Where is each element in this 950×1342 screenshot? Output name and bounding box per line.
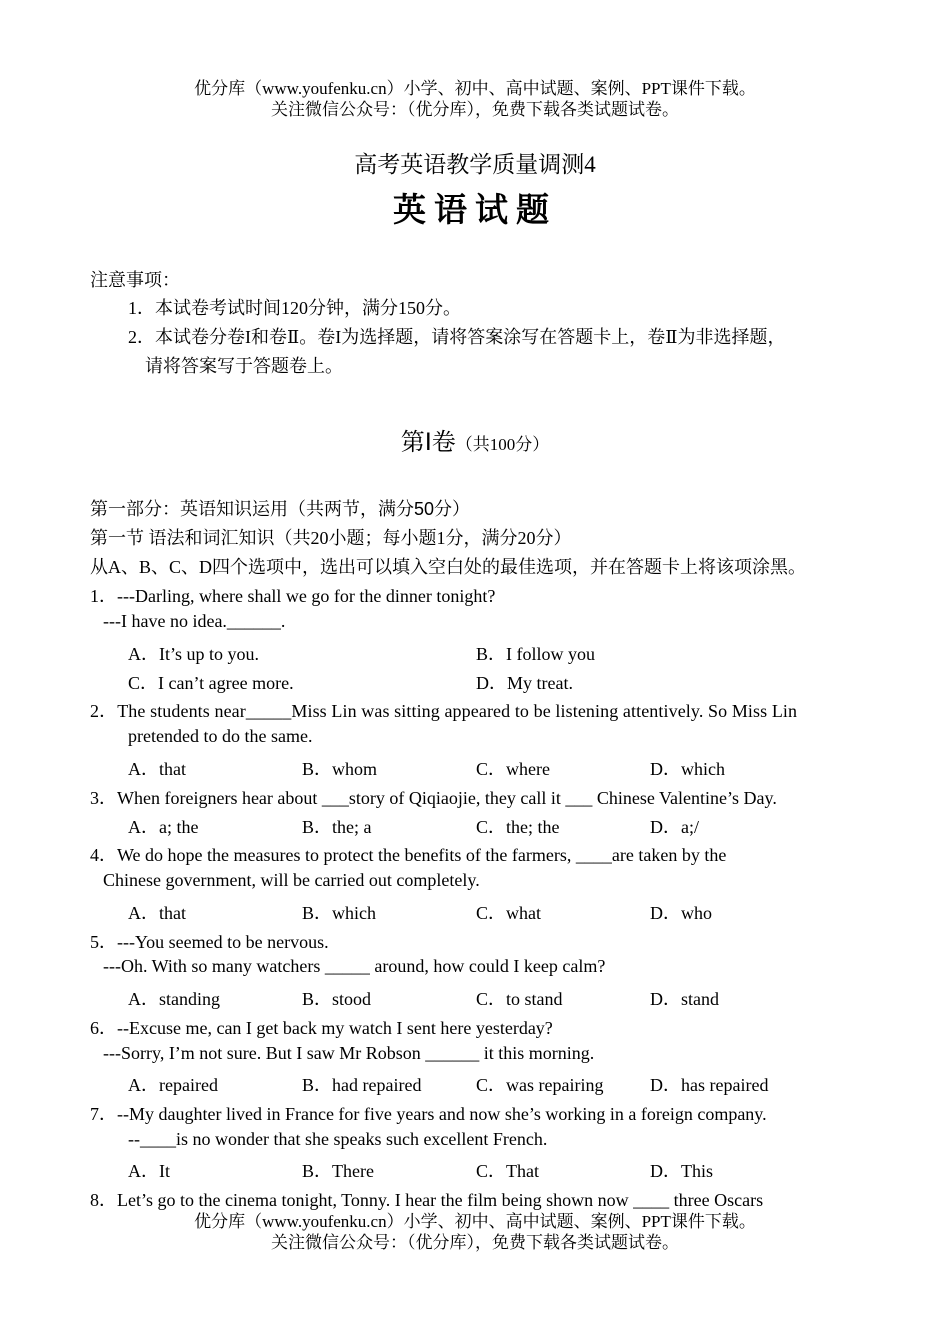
notes-heading: 注意事项： [90, 270, 180, 290]
part1-heading: 第一部分：英语知识运用（共两节，满分50分） [90, 499, 471, 519]
note-item-1: 1．本试卷考试时间120分钟，满分150分。 [128, 298, 461, 318]
question-5-stem: 5．---You seemed to be nervous. [90, 932, 329, 952]
q3-option-c: C．the; the [476, 817, 560, 837]
question-2-stem-cont: pretended to do the same. [128, 726, 313, 746]
volume-label: 第Ⅰ卷 [400, 429, 456, 456]
question-6-stem: 6．--Excuse me, can I get back my watch I sent here yesterday? [90, 1018, 553, 1038]
section1-instruction: 从A、B、C、D四个选项中，选出可以填入空白处的最佳选项，并在答题卡上将该项涂黑。 [90, 557, 807, 577]
question-3-stem: 3．When foreigners hear about ___story of Qiqiaojie, they call it ___ Chinese Valentine’s Day. [90, 788, 777, 808]
q4-option-d: D．who [650, 903, 712, 923]
header-line-2: 关注微信公众号：（优分库），免费下载各类试题试卷。 [271, 100, 679, 119]
question-1-reply: ---I have no idea.______. [103, 611, 286, 631]
q1-option-d: D．My treat. [476, 673, 573, 693]
q7-option-c: C．That [476, 1161, 539, 1181]
section1-heading: 第一节 语法和词汇知识（共20小题；每小题1分，满分20分） [90, 528, 572, 548]
q3-option-b: B．the; a [302, 817, 372, 837]
header-line-1: 优分库（www.youfenku.cn）小学、初中、高中试题、案例、PPT课件下载。 [194, 79, 756, 98]
question-5-reply: ---Oh. With so many watchers _____ around, how could I keep calm? [103, 956, 606, 976]
question-6-reply: ---Sorry, I’m not sure. But I saw Mr Robson ______ it this morning. [103, 1043, 595, 1063]
q4-option-a: A．that [128, 903, 186, 923]
volume-points: （共100分） [455, 435, 550, 454]
q7-option-b: B．There [302, 1161, 374, 1181]
q2-option-a: A．that [128, 759, 186, 779]
q1-option-c: C．I can’t agree more. [128, 673, 294, 693]
q7-option-d: D．This [650, 1161, 713, 1181]
q1-option-a: A．It’s up to you. [128, 644, 260, 664]
q3-option-a: A．a; the [128, 817, 199, 837]
q2-option-c: C．where [476, 759, 550, 779]
exam-subtitle: 英语试题 [393, 193, 557, 229]
question-4-stem: 4．We do hope the measures to protect the benefits of the farmers, ____are taken by the [90, 845, 727, 865]
footer-line-1: 优分库（www.youfenku.cn）小学、初中、高中试题、案例、PPT课件下载。 [194, 1212, 756, 1231]
q5-option-c: C．to stand [476, 989, 563, 1009]
question-7-stem: 7．--My daughter lived in France for five years and now she’s working in a foreign company. [90, 1104, 767, 1124]
q3-option-d: D．a;/ [650, 817, 699, 837]
q2-option-d: D．which [650, 759, 725, 779]
q4-option-b: B．which [302, 903, 376, 923]
q6-option-d: D．has repaired [650, 1075, 769, 1095]
q2-option-b: B．whom [302, 759, 378, 779]
q6-option-b: B．had repaired [302, 1075, 422, 1095]
q4-option-c: C．what [476, 903, 541, 923]
q6-option-a: A．repaired [128, 1075, 218, 1095]
note-item-2: 2．本试卷分卷I和卷Ⅱ。卷I为选择题，请将答案涂写在答题卡上，卷Ⅱ为非选择题， [128, 327, 786, 347]
footer-line-2: 关注微信公众号：（优分库），免费下载各类试题试卷。 [271, 1233, 679, 1252]
question-8-stem: 8．Let’s go to the cinema tonight, Tonny. I hear the film being shown now ____ three Oscars [90, 1190, 764, 1210]
note-item-2-cont: 请将答案写于答题卷上。 [145, 356, 343, 376]
question-7-reply: --____is no wonder that she speaks such excellent French. [128, 1129, 548, 1149]
question-4-stem-cont: Chinese government, will be carried out completely. [103, 870, 480, 890]
q5-option-d: D．stand [650, 989, 719, 1009]
q5-option-a: A．standing [128, 989, 220, 1009]
volume-heading [0, 422, 950, 457]
question-2-stem: 2．The students near_____Miss Lin was sitting appeared to be listening attentively. So Miss Lin [90, 701, 798, 721]
q6-option-c: C．was repairing [476, 1075, 604, 1095]
q1-option-b: B．I follow you [476, 644, 595, 664]
question-1-stem: 1．---Darling, where shall we go for the dinner tonight? [90, 586, 496, 606]
q7-option-a: A．It [128, 1161, 170, 1181]
exam-title: 高考英语教学质量调测4 [354, 152, 596, 177]
q5-option-b: B．stood [302, 989, 372, 1009]
